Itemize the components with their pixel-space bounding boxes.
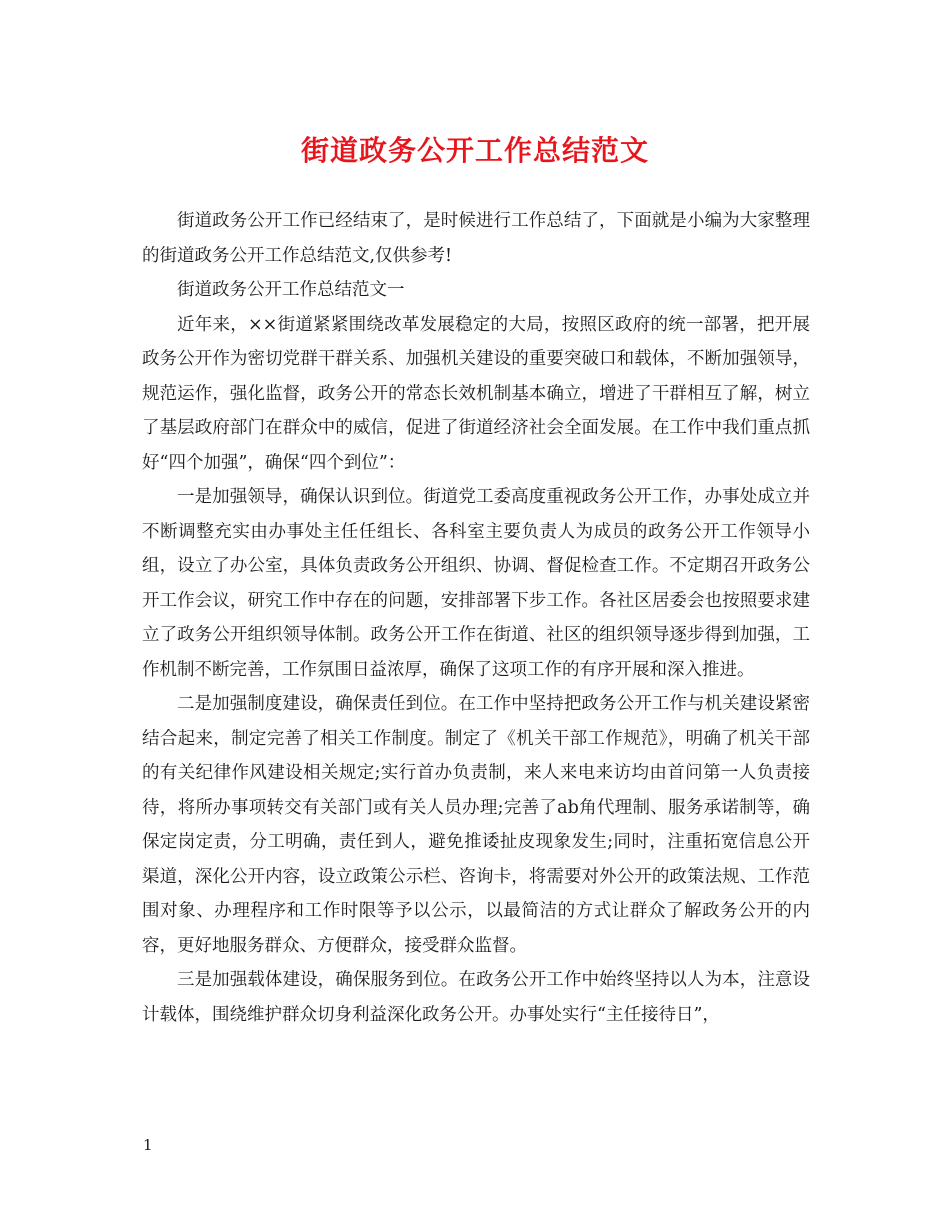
document-title: 街道政务公开工作总结范文: [300, 134, 649, 167]
section-heading: 街道政务公开工作总结范文一: [177, 280, 405, 300]
overview-paragraph: 近年来，××街道紧紧围绕改革发展稳定的大局，按照区政府的统一部署，把开展政务公开作为密切党群干群关系、加强机关建设的重要突破口和载体，不断加强领导，规范运作，强化监督，政务公开的常态长效机制基本确立，增进了干群相互了解，树立了基层政府部门在群众中的威信，促进了街道经济社会全面发展。在工作中我们重点抓好“四个加强”，确保“四个到位”：: [142, 314, 810, 473]
page-number: 1: [143, 1136, 153, 1154]
document-body: [142, 204, 810, 1032]
system-building-paragraph: 二是加强制度建设，确保责任到位。在工作中坚持把政务公开工作与机关建设紧密结合起来，制定完善了相关工作制度。制定了《机关干部工作规范》，明确了机关干部的有关纪律作风建设相关规定;实行首办负责制，来人来电来访均由首问第一人负责接待，将所办事项转交有关部门或有关人员办理;完善了ab角代理制、服务承诺制等，确保定岗定责，分工明确，责任到人，避免推诿扯皮现象发生;同时，注重拓宽信息公开渠道，深化公开内容，设立政策公示栏、咨询卡，将需要对外公开的政策法规、工作范围对象、办理程序和工作时限等予以公示，以最简洁的方式让群众了解政务公开的内容，更好地服务群众、方便群众，接受群众监督。: [142, 694, 810, 956]
carrier-building-paragraph: 三是加强载体建设，确保服务到位。在政务公开工作中始终坚持以人为本，注意设计载体，围绕维护群众切身利益深化政务公开。办事处实行“主任接待日”，: [142, 970, 810, 1025]
intro-paragraph: 街道政务公开工作已经结束了，是时候进行工作总结了，下面就是小编为大家整理的街道政务公开工作总结范文,仅供参考!: [142, 211, 810, 266]
leadership-paragraph: 一是加强领导，确保认识到位。街道党工委高度重视政务公开工作，办事处成立并不断调整充实由办事处主任任组长、各科室主要负责人为成员的政务公开工作领导小组，设立了办公室，具体负责政务公开组织、协调、督促检查工作。不定期召开政务公开工作会议，研究工作中存在的问题，安排部署下步工作。各社区居委会也按照要求建立了政务公开组织领导体制。政务公开工作在街道、社区的组织领导逐步得到加强，工作机制不断完善，工作氛围日益浓厚，确保了这项工作的有序开展和深入推进。: [142, 487, 810, 680]
